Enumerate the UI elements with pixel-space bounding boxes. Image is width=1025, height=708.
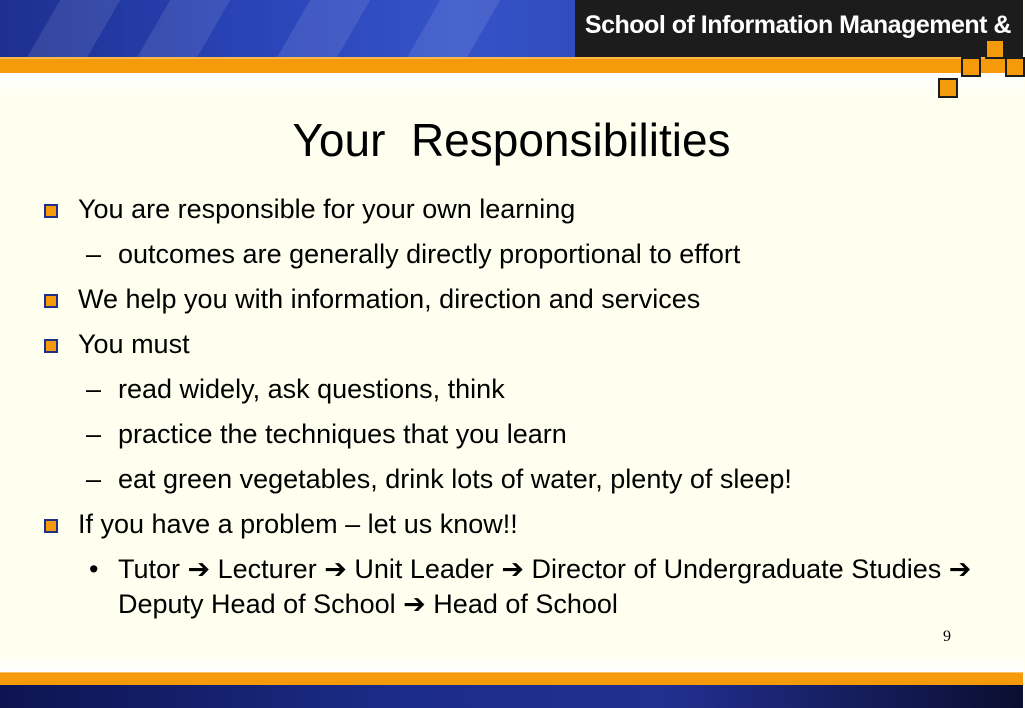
sub-list-item (42, 417, 1002, 452)
list-item-text: Tutor ➔ Lecturer ➔ Unit Leader ➔ Director of Undergraduate Studies ➔ Deputy Head of School ➔ Head of School (118, 554, 972, 619)
list-item-text: We help you with information, direction and services (78, 284, 701, 314)
sub-list-item (42, 372, 1002, 407)
dash-bullet: – (86, 374, 102, 404)
list-item (42, 327, 1002, 362)
dash-bullet: – (86, 464, 102, 494)
dash-bullet: – (86, 419, 102, 449)
dot-bullet-icon: • (89, 554, 99, 584)
square-bullet-icon (44, 204, 58, 218)
list-item (42, 507, 1002, 542)
sub-list-item (42, 237, 1002, 272)
list-item-text: You are responsible for your own learning (78, 194, 576, 224)
slide-title: Your Responsibilities (292, 114, 731, 166)
decorative-square (938, 78, 958, 98)
dash-bullet: – (86, 239, 102, 269)
header-banner (0, 0, 1023, 57)
list-item-text: practice the techniques that you learn (118, 419, 567, 449)
decorative-square (985, 39, 1005, 59)
square-bullet-icon (44, 294, 58, 308)
list-item-text: If you have a problem – let us know!! (78, 509, 518, 539)
footer-orange-bar (0, 672, 1023, 685)
list-item (42, 192, 1002, 227)
list-item-text: read widely, ask questions, think (118, 374, 505, 404)
list-item-text: eat green vegetables, drink lots of water, plenty of sleep! (118, 464, 792, 494)
bullet-list (42, 192, 1002, 632)
footer-band (0, 652, 1023, 672)
square-bullet-icon (44, 519, 58, 533)
header-shadow-band (0, 73, 1023, 97)
decorative-square (1005, 57, 1025, 77)
sub-list-item (42, 552, 1002, 622)
list-item (42, 282, 1002, 317)
square-bullet-icon (44, 339, 58, 353)
list-item-text: outcomes are generally directly proportional to effort (118, 239, 741, 269)
sub-list-item (42, 462, 1002, 497)
decorative-square (961, 57, 981, 77)
header-orange-bar (0, 57, 1023, 73)
page-number: 9 (943, 628, 951, 645)
footer-blue-bar (0, 685, 1023, 708)
school-name: School of Information Management & (575, 0, 1023, 57)
list-item-text: You must (78, 329, 190, 359)
